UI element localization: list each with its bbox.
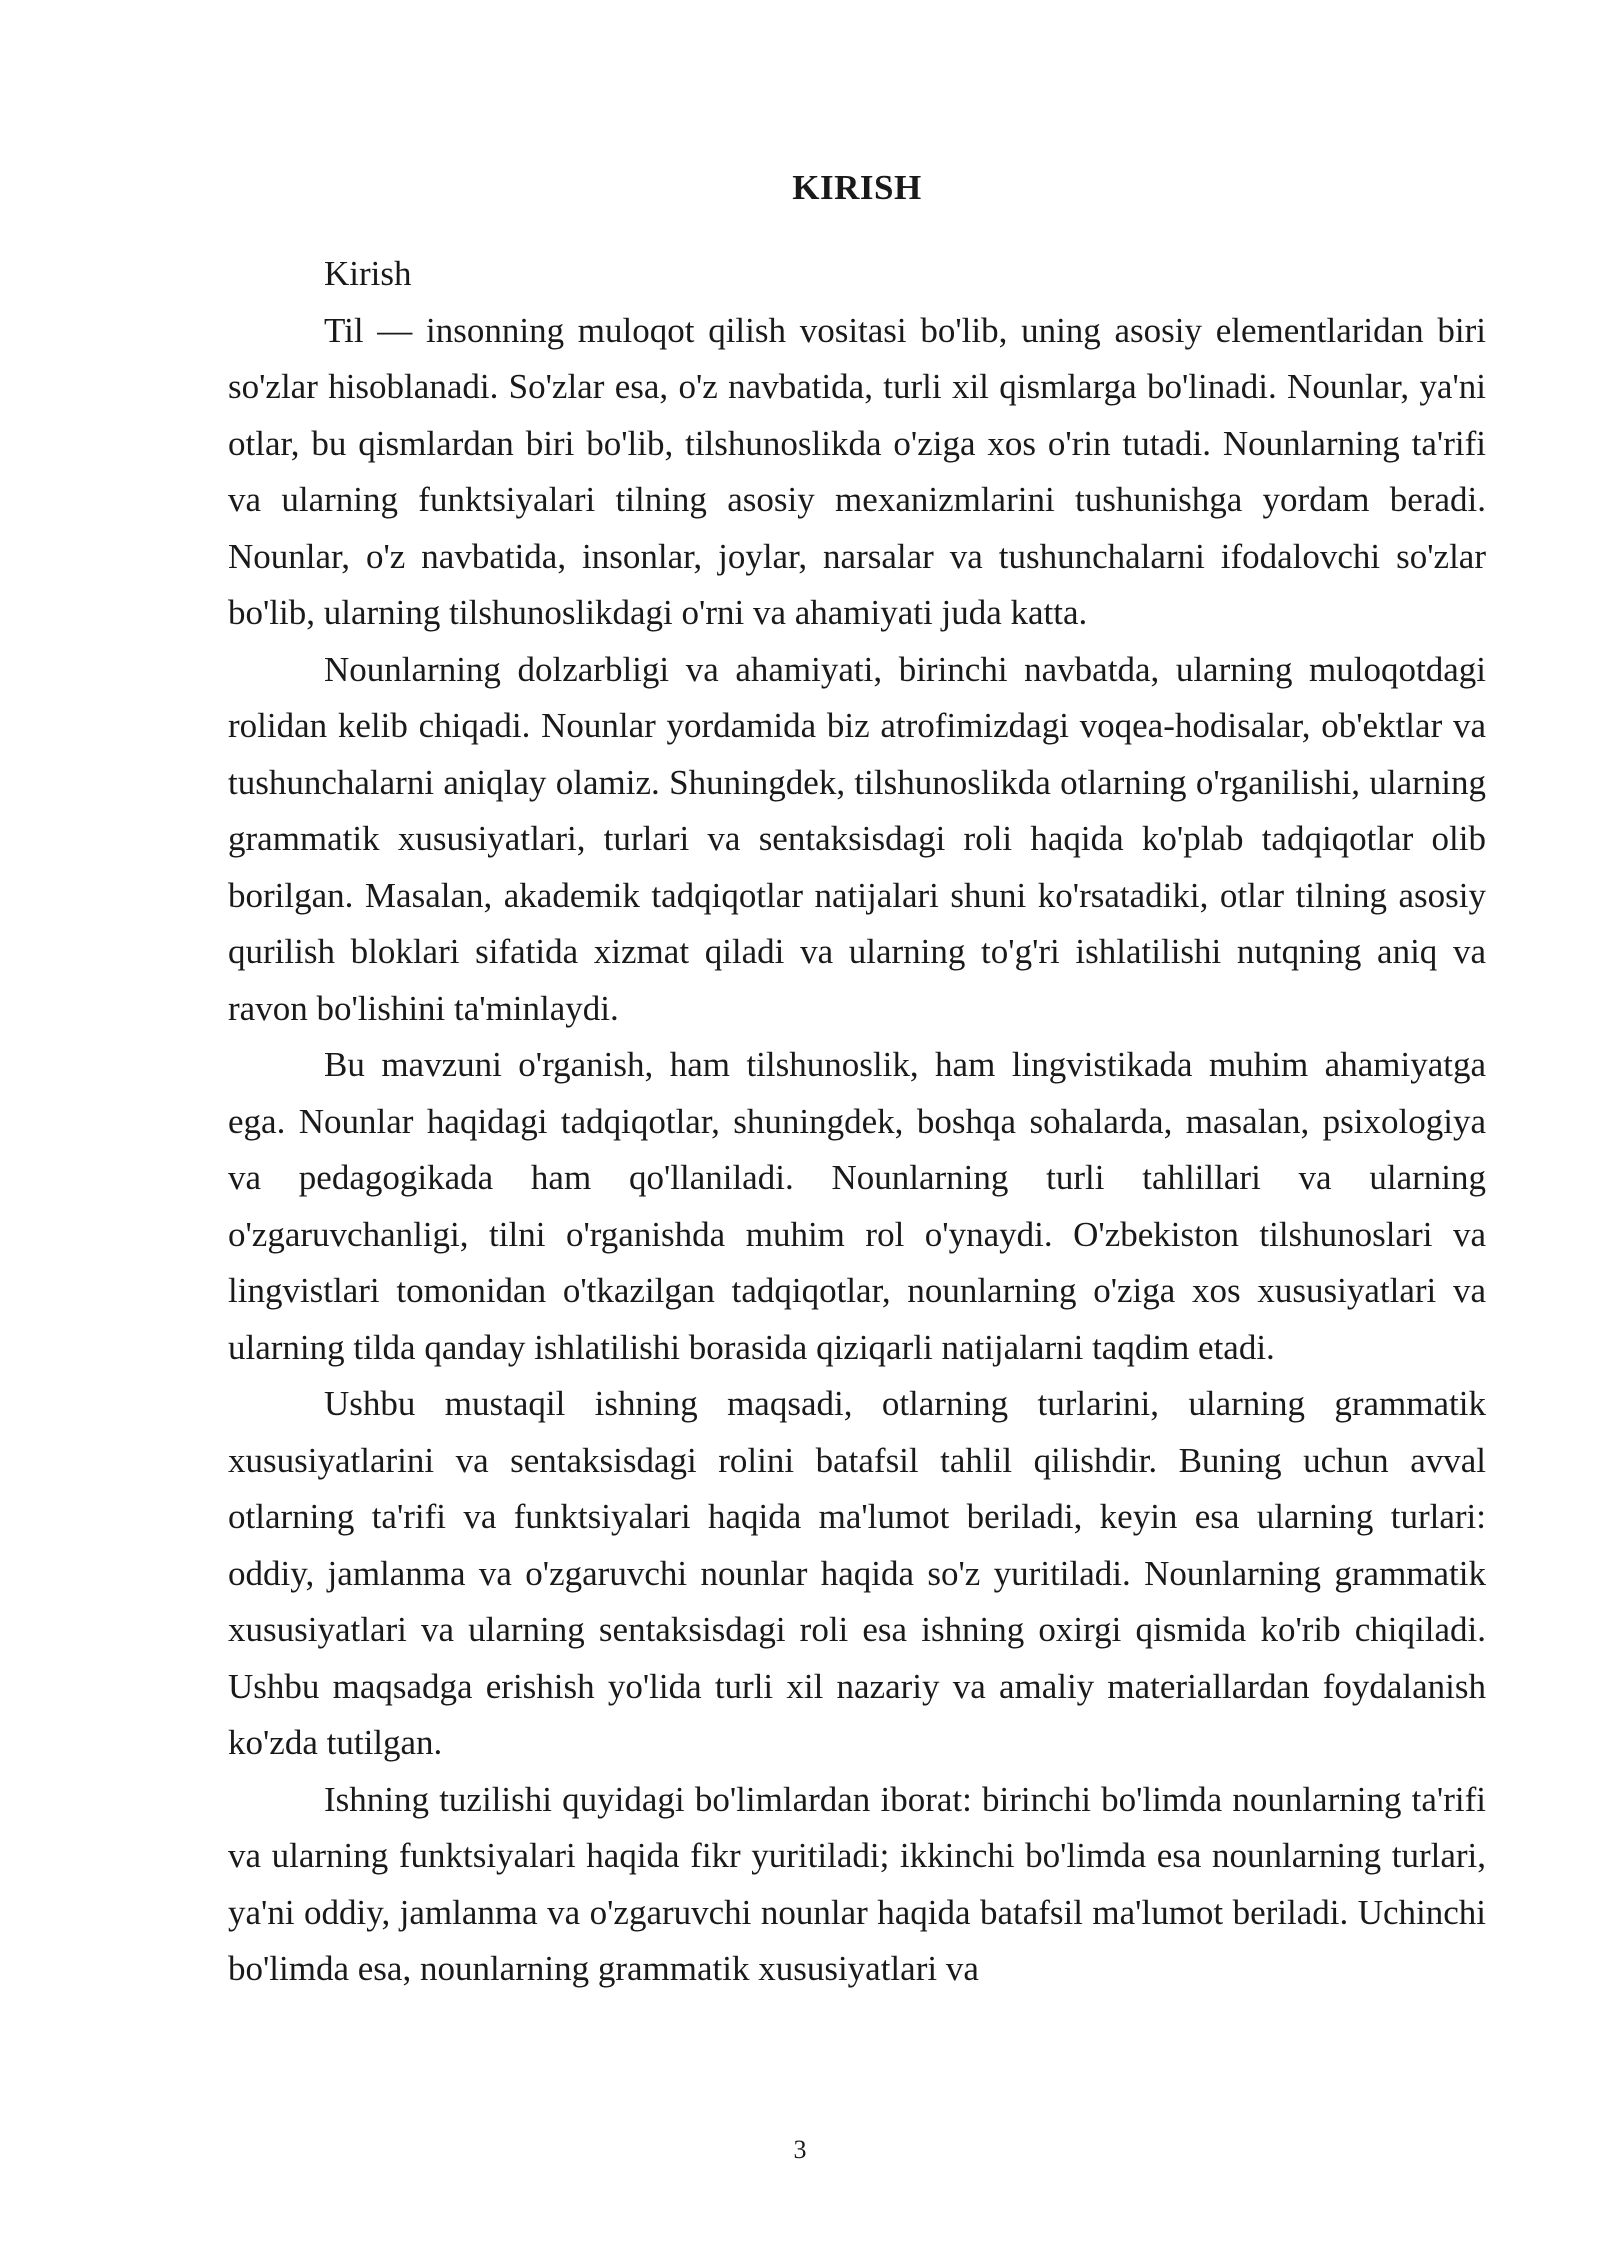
body-paragraph-2: Nounlarning dolzarbligi va ahamiyati, birinchi navbatda, ularning muloqotdagi rolidan kelib chiqadi. Nounlar yordamida biz atrofimizdagi voqea-hodisalar, ob'ektlar va tushunchalarni aniqlay olamiz. Shuningdek, tilshunoslikda otlarning o'rganilishi, ularning grammatik xususiyatlari, turlari va sentaksisdagi roli haqida ko'plab tadqiqotlar olib borilgan. Masalan, akademik tadqiqotlar natijalari shuni ko'rsatadiki, otlar tilning asosiy qurilish bloklari sifatida xizmat qiladi va ularning to'g'ri ishlatilishi nutqning aniq va ravon bo'lishini ta'minlaydi. [228,649,1486,1028]
section-subheading: Kirish [324,254,412,293]
page-title: KIRISH [792,168,922,207]
body-paragraph-5: Ishning tuzilishi quyidagi bo'limlardan iborat: birinchi bo'limda nounlarning ta'rifi va ularning funktsiyalari haqida fikr yuritiladi; ikkinchi bo'limda esa nounlarning turlari, ya'ni oddiy, jamlanma va o'zgaruvchi nounlar haqida batafsil ma'lumot beriladi. Uchinchi bo'limda esa, nounlarning grammatik xususiyatlari va [228,1779,1486,1988]
body-paragraph-4: Ushbu mustaqil ishning maqsadi, otlarning turlarini, ularning grammatik xususiyatlarini va sentaksisdagi rolini batafsil tahlil qilishdir. Buning uchun avval otlarning ta'rifi va funktsiyalari haqida ma'lumot beriladi, keyin esa ularning turlari: oddiy, jamlanma va o'zgaruvchi nounlar haqida so'z yuritiladi. Nounlarning grammatik xususiyatlari va ularning sentaksisdagi roli esa ishning oxirgi qismida ko'rib chiqiladi. Ushbu maqsadga erishish yo'lida turli xil nazariy va amaliy materiallardan foydalanish ko'zda tutilgan. [228,1384,1486,1762]
body-paragraph-3: Bu mavzuni o'rganish, ham tilshunoslik, ham lingvistikada muhim ahamiyatga ega. Nounlar haqidagi tadqiqotlar, shuningdek, boshqa sohalarda, masalan, psixologiya va pedagogikada ham qo'llaniladi. Nounlarning turli tahlillari va ularning o'zgaruvchanligi, tilni o'rganishda muhim rol o'ynaydi. O'zbekiston tilshunoslari va lingvistlari tomonidan o'tkazilgan tadqiqotlar, nounlarning o'ziga xos xususiyatlari va ularning tilda qanday ishlatilishi borasida qiziqarli natijalarni taqdim etadi. [228,1045,1486,1367]
page-content [228,160,1486,1998]
page-number: 3 [793,2135,807,2164]
body-paragraph-1: Til — insonning muloqot qilish vositasi bo'lib, uning asosiy elementlaridan biri so'zlar hisoblanadi. So'zlar esa, o'z navbatida, turli xil qismlarga bo'linadi. Nounlar, ya'ni otlar, bu qismlardan biri bo'lib, tilshunoslikda o'ziga xos o'rin tutadi. Nounlarning ta'rifi va ularning funktsiyalari tilning asosiy mexanizmlarini tushunishga yordam beradi. Nounlar, o'z navbatida, insonlar, joylar, narsalar va tushunchalarni ifodalovchi so'zlar bo'lib, ularning tilshunoslikdagi o'rni va ahamiyati juda katta. [228,310,1486,632]
